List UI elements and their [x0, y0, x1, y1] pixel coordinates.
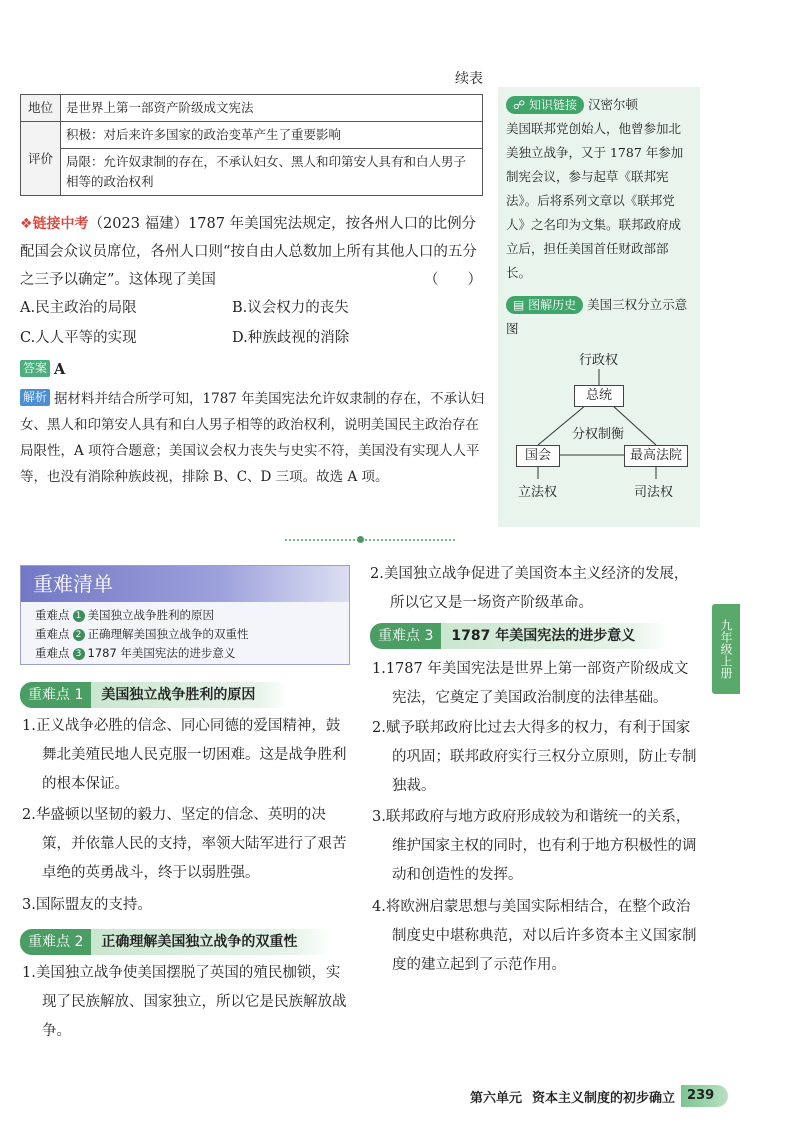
difficulty-title: 重难清单	[21, 566, 349, 602]
table-row	[21, 95, 483, 122]
section-1-point-3: 3.国际盟友的支持。	[22, 897, 152, 913]
divider-dot	[357, 536, 364, 543]
legislative-label: 立法权	[518, 485, 558, 500]
section-title: 1787 年美国宪法的进步意义	[441, 623, 669, 649]
section-heading-3	[370, 623, 669, 649]
section-3-point-2: 2.赋予联邦政府比过去大得多的权力，有利于国家的巩固；联邦政府实行三权分立原则，防止专制独裁。	[372, 720, 697, 794]
link-name: 汉密尔顿	[587, 97, 638, 112]
divider	[285, 539, 455, 541]
option-c: C.人人平等的实现	[20, 330, 137, 346]
question-source: （2023 福建）	[88, 216, 189, 232]
answer-value: A	[54, 361, 66, 378]
diagram-title: 美国三权分立示意图	[506, 297, 688, 336]
list-item: 重难点 2 正确理解美国独立战争的双重性	[35, 627, 249, 641]
section-2-point-1: 1.美国独立战争使美国摆脱了英国的殖民枷锁，实现了民族解放、国家独立，所以它是民族解放战争。	[22, 965, 347, 1039]
question-stem	[20, 210, 486, 294]
analysis-text: 据材料并结合所学可知，1787 年美国宪法允许奴隶制的存在，不承认妇女、黑人和印第安人具有和白人男子相等的政治权利，说明美国民主政治存在局限性，A 项符合题意；美国议会权力丧失与史实不符，美国没有实现人人平等，也没有消除种族歧视，排除 B、C、D 三项。故选 A 项。	[20, 391, 485, 485]
section-1-point-1: 1.正义战争必胜的信念、同心同德的爱国精神，鼓舞北美殖民地人民克服一切困难。这是战争胜利的根本保证。	[22, 718, 347, 792]
list-item: 重难点 3 1787 年美国宪法的进步意义	[35, 646, 236, 660]
table-head: 评价	[21, 122, 61, 196]
sidebar	[498, 87, 700, 527]
table-cell: 局限：允许奴隶制的存在，不承认妇女、黑人和印第安人具有和白人男子相等的政治权利	[61, 149, 483, 196]
constitution-table	[20, 94, 483, 196]
supreme-court-box: 最高法院	[624, 445, 688, 467]
diagram-tag: ▤ 图解历史	[506, 296, 583, 314]
page-number: 239	[681, 1085, 728, 1107]
grade-tab: 九年级上册	[712, 604, 740, 694]
section-3-point-1: 1.1787 年美国宪法是世界上第一部资产阶级成文宪法，它奠定了美国政治制度的法律基础。	[372, 661, 689, 706]
answer-paren: （ ）	[424, 272, 482, 288]
knowledge-link-tag: ☍ 知识链接	[506, 96, 584, 114]
judicial-label: 司法权	[634, 485, 674, 500]
question-text: 1787 年美国宪法规定，按各州人口的比例分配国会众议员席位，各州人口则“按自由人总数加上所有其他人口的五分之三予以确定”。这体现了美国	[20, 216, 477, 288]
unit-label: 第六单元	[470, 1090, 523, 1106]
table-row	[21, 122, 483, 149]
section-3-point-3: 3.联邦政府与地方政府形成较为和谐统一的关系，维护国家主权的同时，也有利于地方积极性的调动和创造性的发挥。	[372, 809, 697, 883]
table-head: 地位	[21, 95, 61, 122]
section-2-point-2: 2.美国独立战争促进了美国资本主义经济的发展，所以它又是一场资产阶级革命。	[370, 566, 689, 611]
executive-label: 行政权	[579, 353, 619, 368]
checks-balances-label: 分权制衡	[572, 427, 625, 442]
section-title: 美国独立战争胜利的原因	[91, 682, 289, 708]
difficulty-list	[20, 565, 350, 665]
section-tag: 重难点 1	[20, 682, 91, 708]
table-cell: 积极：对后来许多国家的政治变革产生了重要影响	[61, 122, 483, 149]
options	[20, 294, 486, 354]
chapter-label: 资本主义制度的初步确立	[532, 1090, 676, 1106]
separation-of-powers-diagram	[506, 347, 692, 507]
president-box: 总统	[574, 385, 624, 407]
section-title: 正确理解美国独立战争的双重性	[91, 929, 331, 955]
section-1-point-2: 2.华盛顿以坚韧的毅力、坚定的信念、英明的决策，并依靠人民的支持，率领大陆军进行了艰苦卓绝的英勇战斗，终于以弱胜强。	[22, 807, 347, 881]
table-cell: 是世界上第一部资产阶级成文宪法	[61, 95, 483, 122]
section-tag: 重难点 2	[20, 929, 91, 955]
congress-box: 国会	[516, 445, 560, 467]
section-heading-1	[20, 682, 289, 708]
option-a: A.民主政治的局限	[20, 300, 137, 316]
link-text: 美国联邦党创始人，他曾参加北美独立战争，又于 1787 年参加制宪会议，参与起草《联邦宪法》。后将系列文章以《联邦党人》之名印为文集。联邦政府成立后，担任美国首任财政部部长。	[506, 121, 684, 280]
section-heading-2	[20, 929, 331, 955]
table-row	[21, 149, 483, 196]
list-item: 重难点 1 美国独立战争胜利的原因	[35, 608, 214, 622]
answer-row	[20, 356, 486, 384]
section-3-point-4: 4.将欧洲启蒙思想与美国实际相结合，在整个政治制度史中堪称典范，对以后许多资本主义国家制度的建立起到了示范作用。	[372, 899, 697, 973]
option-d: D.种族歧视的消除	[232, 330, 350, 346]
section-tag: 重难点 3	[370, 623, 441, 649]
page-footer	[470, 1085, 728, 1107]
answer-tag: 答案	[20, 360, 50, 377]
link-exam-tag: ❖链接中考	[20, 216, 89, 232]
option-b: B.议会权力的丧失	[232, 300, 349, 316]
analysis-tag: 解析	[20, 389, 50, 406]
analysis	[20, 386, 486, 490]
continued-label: 续表	[455, 71, 483, 87]
exam-question	[20, 210, 486, 490]
